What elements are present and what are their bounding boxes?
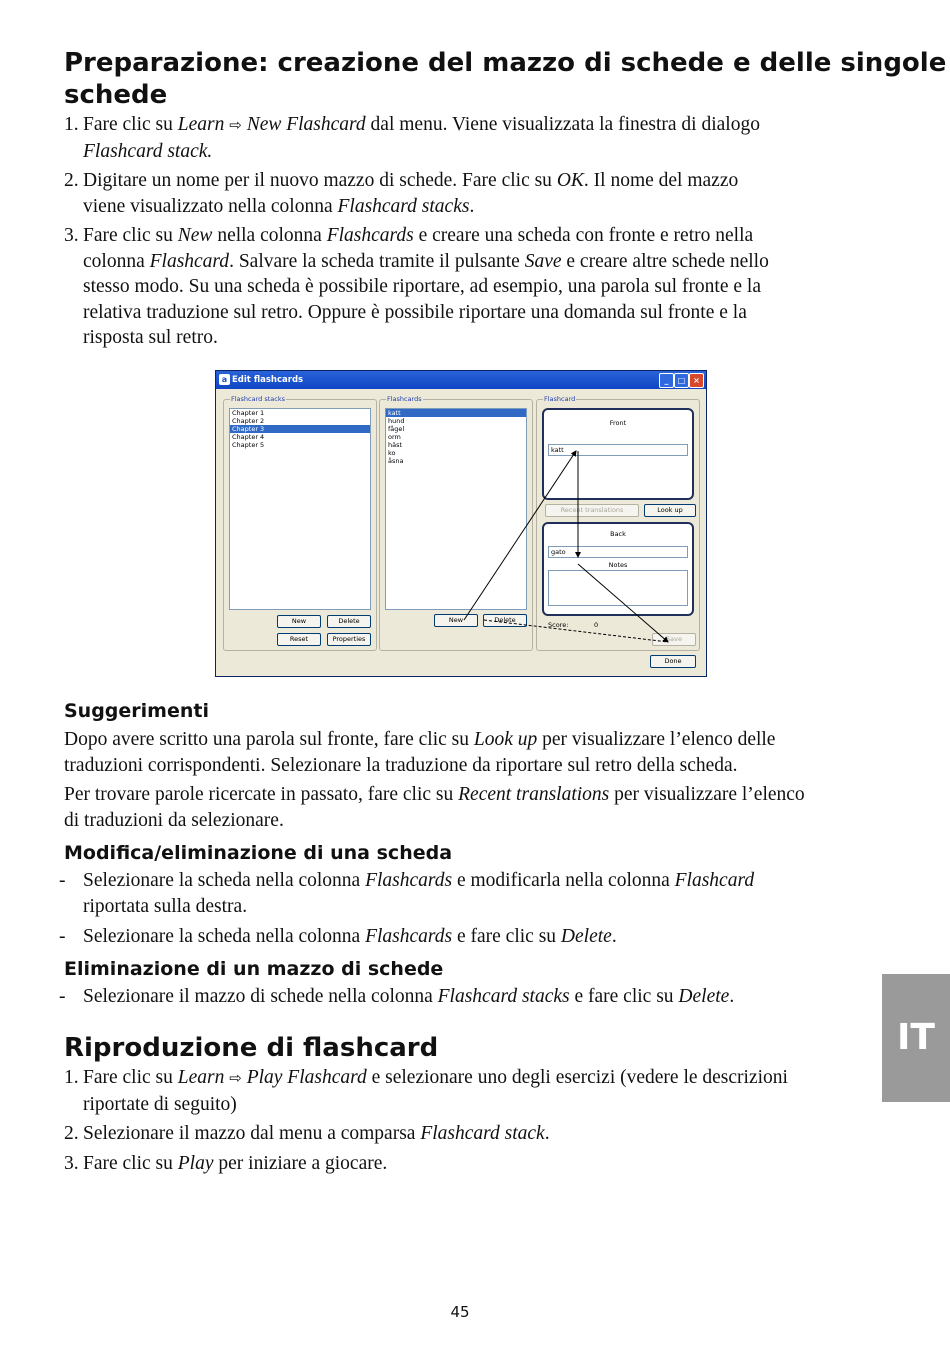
list-item[interactable]: ko xyxy=(388,449,396,457)
language-tab: IT xyxy=(882,974,950,1102)
back-label: Back xyxy=(610,530,626,538)
list-item-modifica-1: - Selezionare la scheda nella colonna Flashcards e modificarla nella colonna Flashcard riportata sulla destra. xyxy=(59,870,755,917)
flashcard-stacks-label: Flashcard stacks xyxy=(231,395,285,403)
flashcard-label: Flashcard xyxy=(544,395,576,403)
app-icon: a xyxy=(219,374,230,385)
heading-suggerimenti: Suggerimenti xyxy=(64,700,209,722)
arrow-right-icon: ⇨ xyxy=(229,1069,242,1087)
heading-modifica: Modifica/eliminazione di una scheda xyxy=(64,842,453,864)
list-item-step-2: 2. Digitare un nome per il nuovo mazzo di schede. Fare clic su OK. Il nome del mazzo viene visualizzato nella colonna Flashcard stacks. xyxy=(64,170,739,217)
done-button[interactable]: Done xyxy=(650,655,696,668)
close-icon[interactable]: × xyxy=(689,373,704,388)
stack-delete-button[interactable]: Delete xyxy=(327,615,371,628)
page-number: 45 xyxy=(450,1303,470,1321)
stack-reset-button[interactable]: Reset xyxy=(277,633,321,646)
list-item[interactable]: häst xyxy=(388,441,403,449)
list-item-modifica-2: - Selezionare la scheda nella colonna Flashcards e fare clic su Delete. xyxy=(59,926,617,947)
maximize-icon[interactable]: □ xyxy=(674,373,689,388)
save-button[interactable]: Save xyxy=(652,633,696,646)
list-item[interactable]: Chapter 5 xyxy=(232,441,265,449)
flashcards-label: Flashcards xyxy=(387,395,422,403)
arrow-new-to-front xyxy=(464,451,576,620)
list-item[interactable]: Chapter 4 xyxy=(232,433,265,441)
recent-translations-button[interactable]: Recent translations xyxy=(545,504,639,517)
list-item-play-2: 2. Selezionare il mazzo dal menu a comparsa Flashcard stack. xyxy=(64,1123,550,1144)
list-item-play-1: 1. Fare clic su Learn ⇨ Play Flashcard e selezionare uno degli esercizi (vedere le descrizioni riportate di seguito) xyxy=(64,1067,788,1115)
notes-label: Notes xyxy=(608,561,628,569)
list-item-eliminazione-1: - Selezionare il mazzo di schede nella colonna Flashcard stacks e fare clic su Delete. xyxy=(59,986,735,1007)
arrow-dashed-to-save xyxy=(484,620,668,642)
list-item[interactable]: Chapter 1 xyxy=(232,409,265,417)
arrow-right-icon: ⇨ xyxy=(229,116,242,134)
paragraph-look-up: Dopo avere scritto una parola sul fronte, fare clic su Look up per visualizzare l’elenco delle traduzioni corrispondenti. Selezionare la traduzione da riportare sul retro della scheda. xyxy=(64,729,776,776)
stack-new-button[interactable]: New xyxy=(277,615,321,628)
window-title: Edit flashcards xyxy=(232,375,304,385)
list-item-step-3: 3. Fare clic su New nella colonna Flashcards e creare una scheda con fronte e retro nella colonna Flashcard. Salvare la scheda tramite il pulsante Save e creare altre schede nello stesso modo. Su una scheda è possibile riportare, ad esempio, una parola sul fronte e la relativa traduzione sul retro. Oppure è possibile riportare una domanda sul fronte e la risposta sul retro. xyxy=(64,225,769,348)
look-up-button[interactable]: Look up xyxy=(644,504,696,517)
score-value: 0 xyxy=(594,621,599,629)
list-item[interactable]: åsna xyxy=(388,457,404,465)
stack-properties-button[interactable]: Properties xyxy=(327,633,371,646)
list-item[interactable]: hund xyxy=(388,417,405,425)
front-input[interactable]: katt xyxy=(548,444,688,456)
arrow-back-to-save xyxy=(578,564,668,642)
minimize-icon[interactable]: _ xyxy=(659,373,674,388)
card-new-button[interactable]: New xyxy=(434,614,478,627)
list-item-play-3: 3. Fare clic su Play per iniziare a giocare. xyxy=(64,1153,388,1174)
section-title-preparazione: Preparazione: creazione del mazzo di schede e delle singole schede xyxy=(64,48,947,110)
card-delete-button[interactable]: Delete xyxy=(483,614,527,627)
list-item[interactable]: Chapter 2 xyxy=(232,417,265,425)
list-item[interactable]: fågel xyxy=(388,425,405,433)
heading-eliminazione: Eliminazione di un mazzo di schede xyxy=(64,958,444,980)
list-item[interactable]: orm xyxy=(388,433,401,441)
front-label: Front xyxy=(609,419,627,427)
back-input[interactable]: gato xyxy=(548,546,688,558)
list-item-step-1: 1. Fare clic su Learn ⇨ New Flashcard dal menu. Viene visualizzata la finestra di dialogo Flashcard stack. xyxy=(64,114,760,162)
paragraph-recent-translations: Per trovare parole ricercate in passato, fare clic su Recent translations per visualizzare l’elenco di traduzioni da selezionare. xyxy=(64,784,805,831)
list-item[interactable]: Chapter 3 xyxy=(230,425,370,433)
annotation-arrows xyxy=(216,371,706,676)
section-title-riproduzione: Riproduzione di flashcard xyxy=(64,1033,439,1063)
score-label: Score: xyxy=(548,621,569,629)
list-item[interactable]: katt xyxy=(386,409,526,417)
edit-flashcards-window xyxy=(215,370,707,677)
